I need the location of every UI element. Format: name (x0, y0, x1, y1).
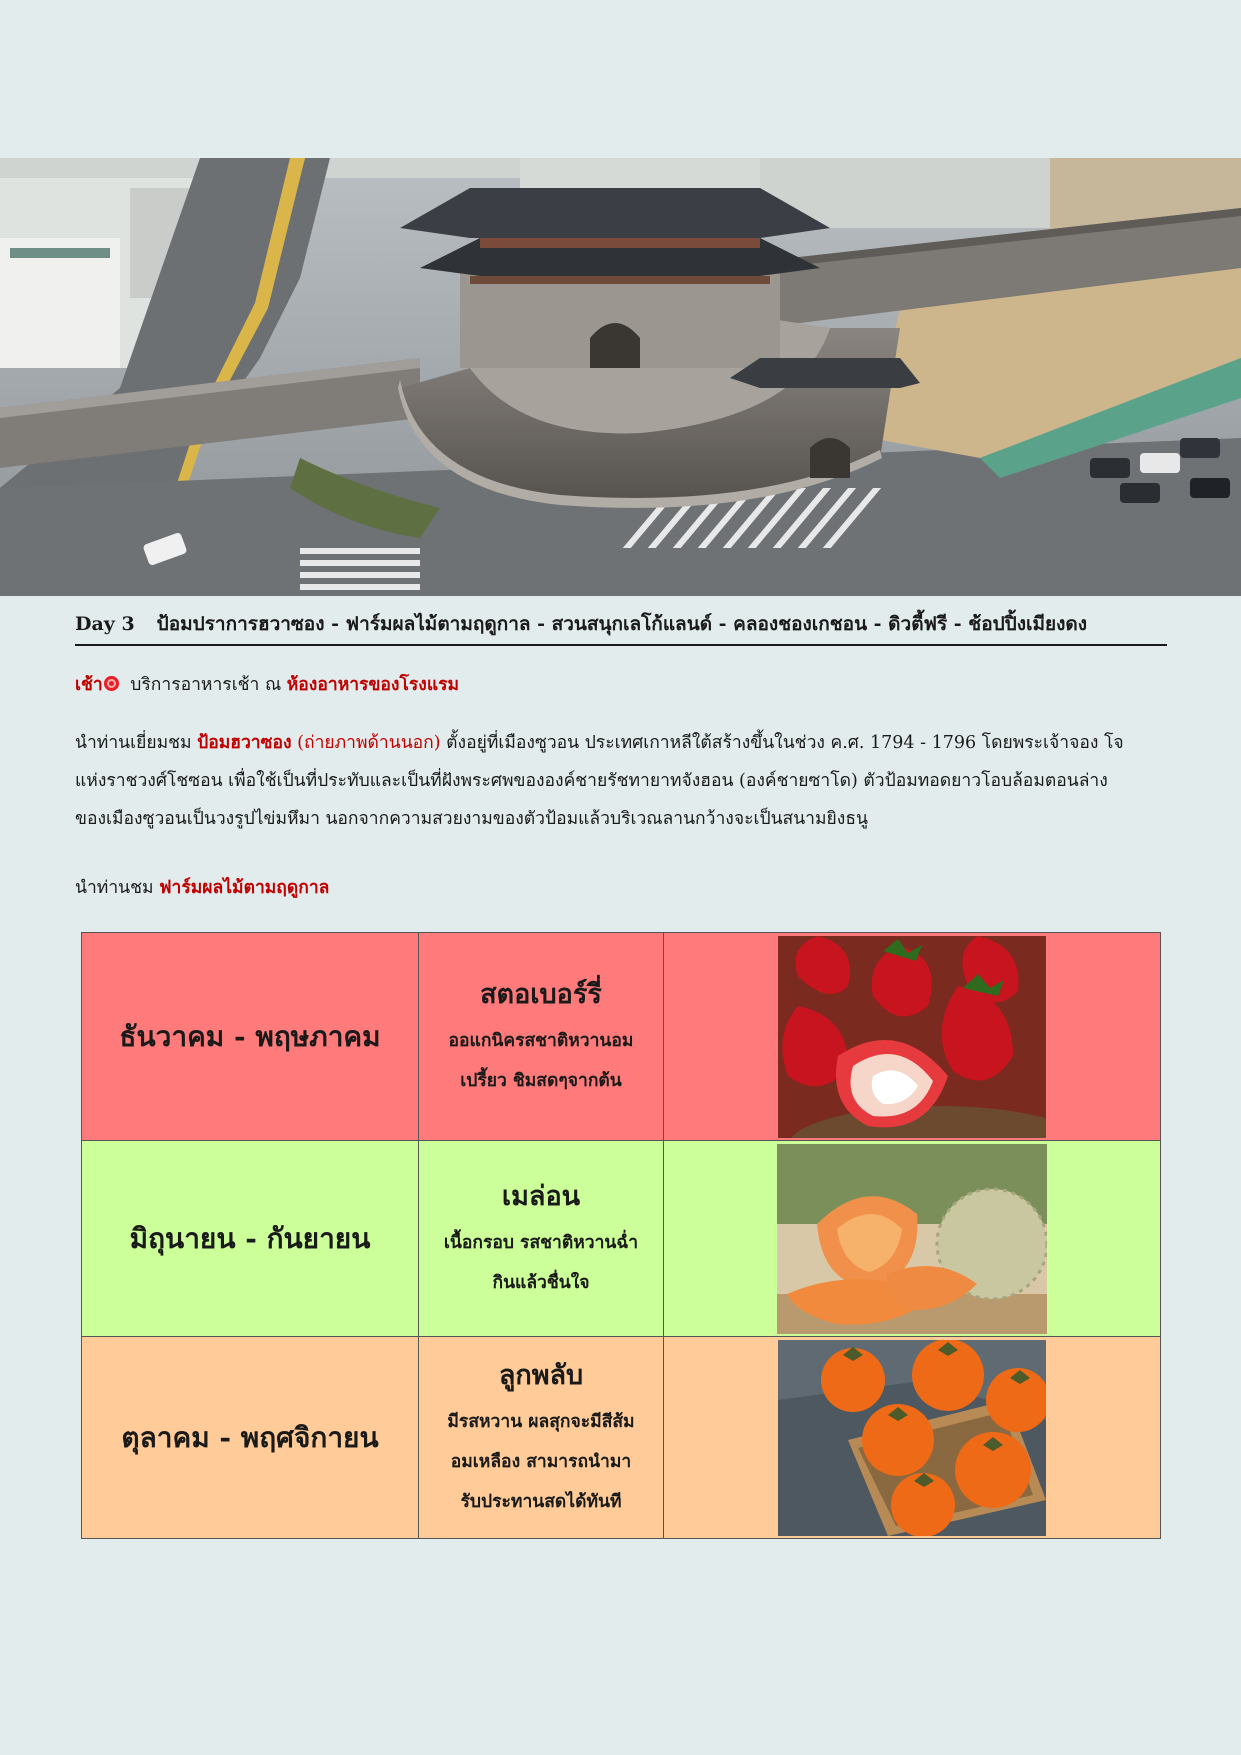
season-cell (82, 1337, 419, 1539)
season-label: ตุลาคม - พฤศจิกายน (121, 1420, 379, 1454)
meal-text: บริการอาหารเช้า ณ (130, 675, 282, 695)
day-heading (75, 604, 1167, 646)
fruit-season-table (81, 932, 1161, 1539)
fruit-desc-line-2: กินแล้วชื่นใจ (492, 1273, 590, 1293)
fruit-photo-cell (664, 1337, 1161, 1539)
table-row-melon (82, 1141, 1161, 1337)
fruit-photo-cell (664, 1141, 1161, 1337)
melon-photo (777, 1144, 1047, 1334)
fruit-info-cell (419, 1337, 664, 1539)
fruit-desc-line-1: มีรสหวาน ผลสุกจะมีสีส้ม (447, 1412, 635, 1432)
fortress-line-3: ของเมืองซูวอนเป็นวงรูปไข่มหึมา นอกจากความสวยงามของตัวป้อมแล้วบริเวณลานกว้างจะเป็นสนามยิงธนู (75, 809, 868, 829)
fruit-name: สตอเบอร์รี่ (480, 979, 602, 1010)
fruit-desc-line-1: ออแกนิครสชาติหวานอม (448, 1031, 634, 1051)
fruit-name: ลูกพลับ (498, 1360, 584, 1391)
meal-plate-icon (104, 676, 119, 691)
fortress-line-2: แห่งราชวงศ์โชซอน เพื่อใช้เป็นที่ประทับและเป็นที่ฝังพระศพขององค์ชายรัชทายาทจังฮอน (องค์ชายซาโด) ตัวป้อมทอดยาวโอบล้อมตอนล่าง (75, 771, 1108, 791)
fruit-name: เมล่อน (501, 1181, 581, 1212)
day-route: ป้อมปราการฮวาซอง - ฟาร์มผลไม้ตามฤดูกาล - สวนสนุกเลโก้แลนด์ - คลองชองเกชอน - ดิวตี้ฟรี - ช้อปปิ้งเมียงดง (156, 613, 1088, 635)
season-label: มิถุนายน - กันยายน (129, 1221, 371, 1255)
fruit-desc-line-2: อมเหลือง สามารถนำมา (450, 1452, 632, 1472)
season-label: ธันวาคม - พฤษภาคม (119, 1019, 381, 1053)
fortress-line-1-rest: ตั้งอยู่ที่เมืองซูวอน ประเทศเกาหลีใต้สร้างขึ้นในช่วง ค.ศ. 1794 - 1796 โดยพระเจ้าจอง โจ (446, 733, 1124, 753)
breakfast-line (75, 670, 459, 698)
day-label: Day 3 (75, 613, 135, 635)
fortress-note: (ถ่ายภาพด้านนอก) (297, 733, 441, 753)
fortress-gate-illustration (0, 158, 1241, 596)
fruit-desc-line-1: เนื้อกรอบ รสชาติหวานฉ่ำ (443, 1233, 639, 1253)
meal-venue: ห้องอาหารของโรงแรม (286, 675, 460, 695)
season-cell (82, 933, 419, 1141)
fortress-paragraph (75, 724, 1175, 838)
fruit-info-cell (419, 1141, 664, 1337)
season-cell (82, 1141, 419, 1337)
fortress-intro: นำท่านเยี่ยมชม (75, 733, 192, 753)
fruit-desc-line-2: เปรี้ยว ชิมสดๆจากต้น (460, 1071, 622, 1091)
table-row-persimmon (82, 1337, 1161, 1539)
hero-photo (0, 158, 1241, 596)
persimmon-photo (778, 1340, 1046, 1536)
farm-line (75, 873, 329, 901)
farm-intro: นำท่านชม (75, 878, 154, 898)
fortress-line-1 (75, 724, 1175, 762)
fruit-photo-cell (664, 933, 1161, 1141)
fruit-info-cell (419, 933, 664, 1141)
table-row-strawberry (82, 933, 1161, 1141)
meal-label: เช้า (75, 675, 103, 695)
farm-name: ฟาร์มผลไม้ตามฤดูกาล (159, 878, 330, 898)
strawberry-photo (778, 936, 1046, 1138)
fruit-desc-line-3: รับประทานสดได้ทันที (460, 1492, 622, 1512)
fortress-name: ป้อมฮวาซอง (197, 733, 292, 753)
